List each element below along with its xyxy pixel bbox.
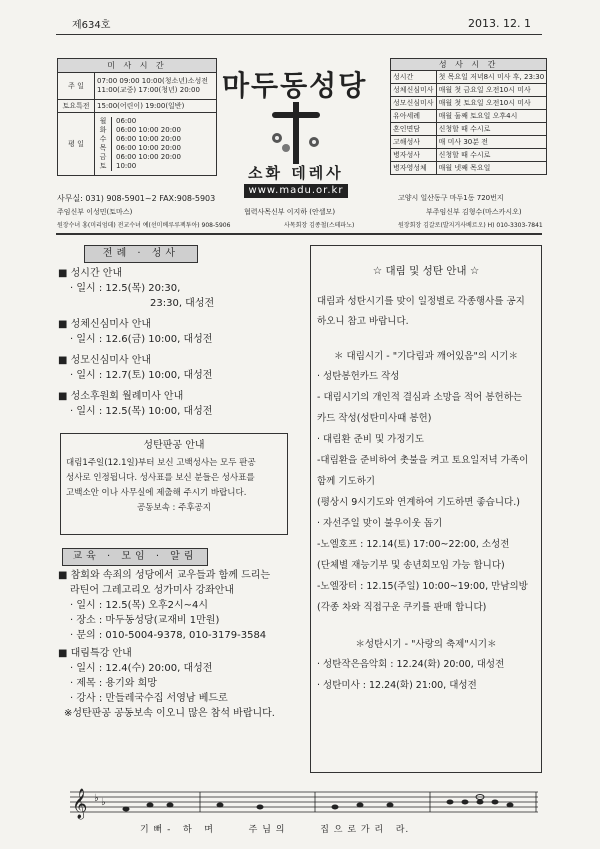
header-rule [56,233,542,235]
confession-line: 대림1주일(12.1일)부터 보신 고백성사는 모두 판공 [66,458,256,468]
advent-line: -노엘장터 : 12.15(주일) 10:00~19:00, 만남의방 [317,581,528,592]
weekday-mon-times: 06:00 [116,117,137,125]
list-item: 라틴어 그레고리오 성가미사 강좌안내 [70,585,235,596]
education-section-title: 교육 · 모임 · 알림 [62,548,208,566]
christmas-line: · 성탄미사 : 12.24(화) 21:00, 대성전 [317,680,477,691]
confession-line: 고백소안 이나 사무실에 제출해 주시기 바랍니다. [66,488,247,498]
sisters-contact: 원장수녀 홍(미리엄데) 전교수녀 예(선미베루루젝투아) 908-5906 [57,222,231,229]
svg-text:𝄞: 𝄞 [72,789,88,819]
weekday-sat: 토 [95,162,112,171]
advent-intro-line: 하오니 참고 바랍니다. [317,316,409,327]
list-item-detail: · 장소 : 마두동성당(교재비 1만원) [70,615,220,626]
list-item-detail: · 일시 : 12.5(목) 10:00, 대성전 [70,406,213,417]
advent-line: -노엘호프 : 12.14(토) 17:00~22:00, 소성전 [317,539,510,550]
sacrament-key: 유아세례 [391,110,437,123]
list-item-detail: · 일시 : 12.7(토) 10:00, 대성전 [70,370,213,381]
parish-address: 고양시 일산동구 마두1동 720번지 [398,194,504,202]
list-item-detail: · 일시 : 12.6(금) 10:00, 대성전 [70,334,213,345]
list-item: ■ 성모신심미사 안내 [58,355,152,366]
christmas-season-heading: ＊성탄시기 - "사랑의 축제"시기＊ [355,639,497,650]
sacrament-times-title: 성 사 시 간 [391,59,547,71]
music-staff [70,788,540,826]
mass-times-table [57,58,217,176]
patron-name: 소화 데레사 [248,164,344,182]
confession-title: 성탄판공 안내 [143,440,205,451]
sacrament-key: 혼인면담 [391,123,437,136]
sacrament-key: 성체신심미사 [391,84,437,97]
advent-season-heading: ＊ 대림시기 - "기다림과 깨어있음"의 시기＊ [334,351,518,362]
svg-text:♭: ♭ [94,793,99,804]
svg-text:♭: ♭ [101,797,106,808]
weekday-thu-times: 06:00 10:00 20:00 [116,144,181,152]
list-item: ■ 성소후원회 월례미사 안내 [58,391,184,402]
advent-line: (단체별 재능기부 및 송년회모임 가능 합니다) [317,560,505,571]
weekday-sat-times: 10:00 [116,162,137,170]
list-item-detail: · 일시 : 12.4(수) 20:00, 대성전 [70,663,213,674]
weekday-tue: 화 [95,126,112,135]
advent-line: · 성탄봉헌카드 작성 [317,371,400,382]
office-contact: 사무실: 031) 908-5901~2 FAX:908-5903 [57,194,216,203]
sacrament-value: 신청할 때 수시로 [436,123,547,136]
weekday-wed: 수 [95,135,112,144]
sunday-times-2: 11:00(교중) 17:00(청년) 20:00 [97,86,200,94]
sacrament-key: 성모신심미사 [391,97,437,110]
advent-title: ☆ 대림 및 성탄 안내 ☆ [372,265,480,277]
advent-intro-line: 대림과 성탄시기를 맞이 일정별로 각종행사를 공지 [317,296,525,307]
advent-notice-box [310,245,542,773]
song-lyrics: 기 뻐 - 하 며 주 님 의 집 으 로 가 리 라. [140,825,410,835]
sacrament-value: 매월 첫 금요일 오전10시 미사 [436,84,547,97]
weekday-mon: 월 [95,117,112,126]
weekday-wed-times: 06:00 10:00 20:00 [116,135,181,143]
sacrament-key: 고해성사 [391,136,437,149]
advent-line: -대림환을 준비하여 촛불을 켜고 토요일저녁 가족이 [317,455,529,466]
list-item-detail: 23:30, 대성전 [150,298,215,309]
top-rule [56,34,542,35]
liturgy-list [58,266,214,419]
advent-line: (각종 차와 직접구운 쿠키를 판매 합니다) [317,602,487,613]
list-item: ■ 참회와 속죄의 성당에서 교우들과 함께 드리는 [58,570,271,581]
list-item-detail: · 일시 : 12.5(목) 20:30, [70,283,181,294]
list-item: ■ 대림특강 안내 [58,648,132,659]
confession-penance: 공동보속 : 주후공지 [137,503,211,513]
advent-line: · 대림환 준비 및 가정기도 [317,434,424,445]
coop-priest: 협력사목신부 이지하 (안셀모) [244,208,336,216]
saturday-label: 토요특전 [58,100,95,113]
advent-line: - 대림시기의 개인적 결심과 소망을 적어 봉헌하는 [317,392,523,403]
advent-line: (평상시 9시기도와 연계하여 기도하면 좋습니다.) [317,497,520,508]
sacrament-value: 첫 목요일 저녁8시 미사 후, 23:30 [436,71,547,84]
confession-notice-box [60,433,288,535]
issue-date: 2013. 12. 1 [468,17,531,30]
liturgy-section-title: 전례 · 성사 [84,245,198,263]
education-note: ※성탄판공 공동보속 이오니 많은 참석 바랍니다. [64,708,275,719]
weekday-fri-times: 06:00 10:00 20:00 [116,153,181,161]
pastor-name: 주임신부 이성민(토마스) [57,208,133,216]
website-link[interactable]: www.madu.or.kr [244,184,348,198]
sacrament-times-table [390,58,547,175]
sacrament-value: 매월 둘째 토요일 오후4시 [436,110,547,123]
christmas-line: · 성탄작은음악회 : 12.24(화) 20:00, 대성전 [317,659,505,670]
advent-line: 함께 기도하기 [317,476,376,487]
council-president: 사목회장 김종철(스테파노) [284,222,355,229]
parish-name: 마두동성당 [222,69,368,102]
assistant-priest: 부주임신부 김형수(마스카시오) [426,208,522,216]
weekday-tue-times: 06:00 10:00 20:00 [116,126,181,134]
list-item-detail: · 일시 : 12.5(목) 오후2시~4시 [70,600,209,611]
list-item: ■ 성체신심미사 안내 [58,319,152,330]
sacrament-value: 매월 넷째 목요일 [436,162,547,175]
mass-times-title: 미 사 시 간 [58,59,217,73]
weekday-thu: 목 [95,144,112,153]
committee-chair: 원장회장 김갈로(발지거사베르오) H) 010-3303-7841 [398,222,543,229]
issue-number: 제634호 [72,20,111,31]
list-item-detail: · 문의 : 010-5004-9378, 010-3179-3584 [70,630,267,641]
sacrament-key: 병자성사 [391,149,437,162]
sacrament-value: 신청할 때 수시로 [436,149,547,162]
sacrament-value: 매 미사 30분 전 [436,136,547,149]
list-item-detail: · 제목 : 용기와 희망 [70,678,157,689]
advent-line: 카드 작성(성탄미사때 봉헌) [317,413,432,424]
saturday-times: 15:00(어린이) 19:00(일반) [95,100,217,113]
advent-line: · 자선주일 맞이 불우이웃 돕기 [317,518,443,529]
sacrament-key: 성시간 [391,71,437,84]
confession-line: 성사로 인정됩니다. 성사표를 보신 분들은 성사표를 [66,473,255,483]
weekday-label: 평 일 [58,113,95,176]
list-item-detail: · 강사 : 만들레국수집 서영남 베드로 [70,693,228,704]
cross-logo [264,102,328,168]
sacrament-value: 매월 첫 토요일 오전10시 미사 [436,97,547,110]
sunday-times-1: 07:00 09:00 10:00(청소년)소성전 [97,77,209,85]
education-list [58,568,275,721]
sacrament-key: 병자영성체 [391,162,437,175]
sunday-label: 주 일 [58,73,95,100]
list-item: ■ 성시간 안내 [58,268,123,279]
weekday-fri: 금 [95,153,112,162]
